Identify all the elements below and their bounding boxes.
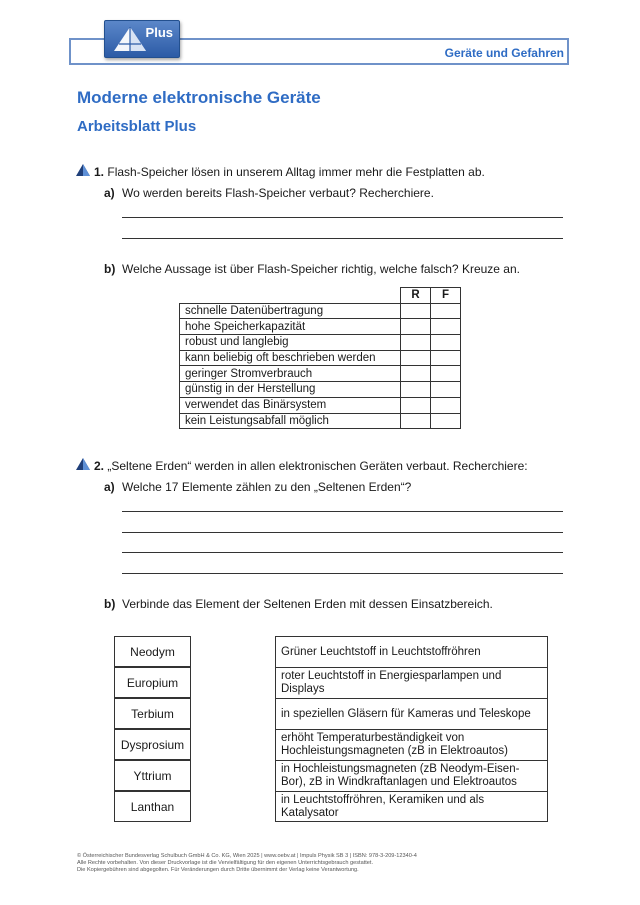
answer-line[interactable] <box>122 511 563 512</box>
table-corner <box>180 288 401 304</box>
question-2 <box>94 459 528 473</box>
checkbox-r[interactable] <box>401 382 431 398</box>
footer-disclaimer: Die Kopiergebühren sind abgegolten. Für Veränderungen durch Dritte übernimmt der Verlag keine Verantwortung. <box>77 867 359 874</box>
element-box-yttrium[interactable]: Yttrium <box>114 760 191 791</box>
footer <box>77 853 417 875</box>
checkbox-r[interactable] <box>401 335 431 351</box>
answer-line[interactable] <box>122 217 563 218</box>
checkbox-f[interactable] <box>431 413 461 429</box>
answer-line[interactable] <box>122 238 563 239</box>
checkbox-r[interactable] <box>401 350 431 366</box>
checkbox-f[interactable] <box>431 397 461 413</box>
question-2-number: 2. <box>94 459 105 473</box>
true-false-table <box>179 287 461 429</box>
checkbox-f[interactable] <box>431 303 461 319</box>
page-title: Moderne elektronische Geräte <box>77 88 321 107</box>
checkbox-f[interactable] <box>431 350 461 366</box>
question-2-text: „Seltene Erden“ werden in allen elektronischen Geräten verbaut. Recherchiere: <box>107 459 528 473</box>
plus-logo <box>104 20 180 58</box>
statement-cell: robust und langlebig <box>180 335 401 351</box>
q1b-text: Welche Aussage ist über Flash-Speicher richtig, welche falsch? Kreuze an. <box>122 262 520 276</box>
triangle-logo-icon <box>113 26 147 52</box>
table-row <box>180 350 461 366</box>
checkbox-f[interactable] <box>431 335 461 351</box>
use-box[interactable]: in speziellen Gläsern für Kameras und Teleskope <box>275 698 548 729</box>
statement-cell: kann beliebig oft beschrieben werden <box>180 350 401 366</box>
section-title: Geräte und Gefahren <box>444 46 564 60</box>
q1a-label: a) <box>104 186 115 200</box>
column-r-header: R <box>401 288 431 304</box>
checkbox-r[interactable] <box>401 366 431 382</box>
table-row <box>180 335 461 351</box>
footer-rights: Alle Rechte vorbehalten. Von dieser Druckvorlage ist die Vervielfältigung für den eigenen Unterrichtsgebrauch gestattet. <box>77 860 374 867</box>
checkbox-f[interactable] <box>431 319 461 335</box>
use-box[interactable]: Grüner Leuchtstoff in Leuchtstoffröhren <box>275 636 548 667</box>
answer-line[interactable] <box>122 532 563 533</box>
element-box-dysprosium[interactable]: Dysprosium <box>114 729 191 760</box>
column-f-header: F <box>431 288 461 304</box>
question-1 <box>94 165 485 179</box>
page-subtitle: Arbeitsblatt Plus <box>77 118 197 135</box>
logo-text: Plus <box>145 25 173 40</box>
statement-cell: kein Leistungsabfall möglich <box>180 413 401 429</box>
statement-cell: verwendet das Binärsystem <box>180 397 401 413</box>
statement-cell: geringer Stromverbrauch <box>180 366 401 382</box>
q1a-text: Wo werden bereits Flash-Speicher verbaut? Recherchiere. <box>122 186 434 200</box>
checkbox-f[interactable] <box>431 366 461 382</box>
q2a-label: a) <box>104 480 115 494</box>
q1b-label: b) <box>104 262 116 276</box>
checkbox-r[interactable] <box>401 319 431 335</box>
use-box[interactable]: in Hochleistungsmagneten (zB Neodym-Eisen-Bor), zB in Windkraftanlagen und Elektroautos <box>275 760 548 791</box>
statement-cell: schnelle Datenübertragung <box>180 303 401 319</box>
table-row <box>180 303 461 319</box>
statement-cell: günstig in der Herstellung <box>180 382 401 398</box>
question-1-text: Flash-Speicher lösen in unserem Alltag immer mehr die Festplatten ab. <box>107 165 485 179</box>
table-row <box>180 413 461 429</box>
statement-cell: hohe Speicherkapazität <box>180 319 401 335</box>
answer-line[interactable] <box>122 573 563 574</box>
footer-copyright: © Österreichischer Bundesverlag Schulbuch GmbH & Co. KG, Wien 2025 | www.oebv.at | Impuls Physik SB 3 | ISBN: 978-3-209-12340-4 <box>77 853 417 859</box>
table-row <box>180 319 461 335</box>
task-triangle-icon <box>76 164 90 176</box>
checkbox-f[interactable] <box>431 382 461 398</box>
q2a-text: Welche 17 Elemente zählen zu den „Seltenen Erden“? <box>122 480 412 494</box>
question-1-number: 1. <box>94 165 105 179</box>
table-row <box>180 366 461 382</box>
element-box-europium[interactable]: Europium <box>114 667 191 698</box>
use-box[interactable]: erhöht Temperaturbeständigkeit von Hochleistungsmagneten (zB in Elektroautos) <box>275 729 548 760</box>
checkbox-r[interactable] <box>401 397 431 413</box>
checkbox-r[interactable] <box>401 303 431 319</box>
table-row <box>180 382 461 398</box>
task-triangle-icon <box>76 458 90 470</box>
use-box[interactable]: in Leuchtstoffröhren, Keramiken und als Katalysator <box>275 791 548 822</box>
element-box-neodym[interactable]: Neodym <box>114 636 191 667</box>
element-box-terbium[interactable]: Terbium <box>114 698 191 729</box>
answer-line[interactable] <box>122 552 563 553</box>
checkbox-r[interactable] <box>401 413 431 429</box>
q2b-text: Verbinde das Element der Seltenen Erden mit dessen Einsatzbereich. <box>122 597 493 611</box>
use-box[interactable]: roter Leuchtstoff in Energiesparlampen und Displays <box>275 667 548 698</box>
element-box-lanthan[interactable]: Lanthan <box>114 791 191 822</box>
table-row <box>180 397 461 413</box>
q2b-label: b) <box>104 597 116 611</box>
